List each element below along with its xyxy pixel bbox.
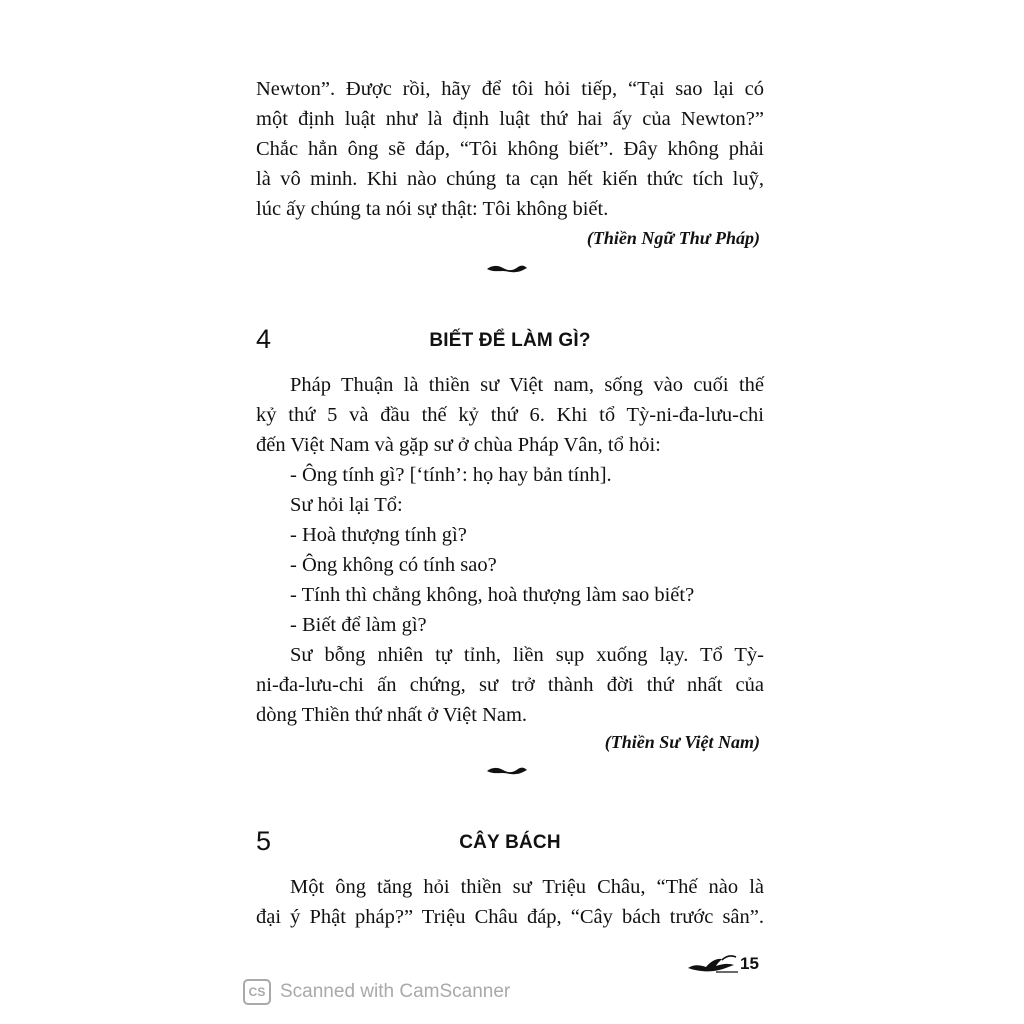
section-5-number: 5: [256, 826, 272, 856]
section-4-dialog-line-1: - Ông tính gì? [‘tính’: họ hay bản tính].: [290, 464, 612, 486]
intro-line-1: Newton”. Được rồi, hãy để tôi hỏi tiếp, “Tại sao lại có: [256, 78, 764, 100]
section-5-para1-line-1: Một ông tăng hỏi thiền sư Triệu Châu, “Thế nào là: [290, 876, 764, 898]
intro-paragraph: [256, 74, 764, 224]
section-5-para1-line-2: đại ý Phật pháp?” Triệu Châu đáp, “Cây bách trước sân”.: [256, 906, 764, 928]
section-4-body: [256, 370, 764, 730]
bird-ornament-icon: [686, 952, 738, 974]
section-4-para2-line-1: Sư bỗng nhiên tự tỉnh, liền sụp xuống lạy. Tổ Tỳ-: [290, 644, 764, 666]
section-4-para1-line-2: kỷ thứ 5 và đầu thế kỷ thứ 6. Khi tổ Tỳ-ni-đa-lưu-chi: [256, 404, 764, 426]
section-4-dialog-line-6: - Biết để làm gì?: [290, 614, 427, 636]
intro-line-3: Chắc hẳn ông sẽ đáp, “Tôi không biết”. Đây không phải: [256, 138, 764, 160]
section-4-para1-line-1: Pháp Thuận là thiền sư Việt nam, sống vào cuối thế: [290, 374, 764, 396]
page-number: 15: [740, 954, 759, 973]
camscanner-logo-icon: CS: [243, 979, 271, 1005]
camscanner-watermark: [243, 979, 510, 1005]
section-4-dialog-line-5: - Tính thì chẳng không, hoà thượng làm sao biết?: [290, 584, 695, 606]
intro-line-4: là vô minh. Khi nào chúng ta cạn hết kiến thức tích luỹ,: [256, 168, 764, 190]
section-4-dialog-line-2: Sư hỏi lại Tổ:: [290, 494, 403, 516]
intro-line-2: một định luật như là định luật thứ hai ấy của Newton?”: [256, 108, 764, 130]
intro-source: (Thiền Ngữ Thư Pháp): [586, 228, 760, 248]
section-4-source: (Thiền Sư Việt Nam): [604, 732, 760, 752]
section-5-title: CÂY BÁCH: [459, 832, 561, 853]
section-4-para1-line-3: đến Việt Nam và gặp sư ở chùa Pháp Vân, tổ hỏi:: [256, 434, 661, 456]
section-4-para2-line-3: dòng Thiền thứ nhất ở Việt Nam.: [256, 704, 528, 726]
section-4-dialog-line-3: - Hoà thượng tính gì?: [290, 524, 467, 546]
section-4-para2-line-2: ni-đa-lưu-chi ấn chứng, sư trở thành đời thứ nhất của: [256, 674, 764, 696]
section-4-title: BIẾT ĐỂ LÀM GÌ?: [429, 330, 591, 351]
section-4-number: 4: [256, 324, 272, 354]
watermark-text: Scanned with CamScanner: [280, 981, 511, 1002]
intro-line-5: lúc ấy chúng ta nói sự thật: Tôi không biết.: [256, 198, 609, 220]
section-4-dialog-line-4: - Ông không có tính sao?: [290, 554, 497, 576]
divider-ornament-icon: [486, 764, 528, 778]
divider-ornament-icon: [486, 262, 528, 276]
section-5-body: [256, 872, 764, 932]
